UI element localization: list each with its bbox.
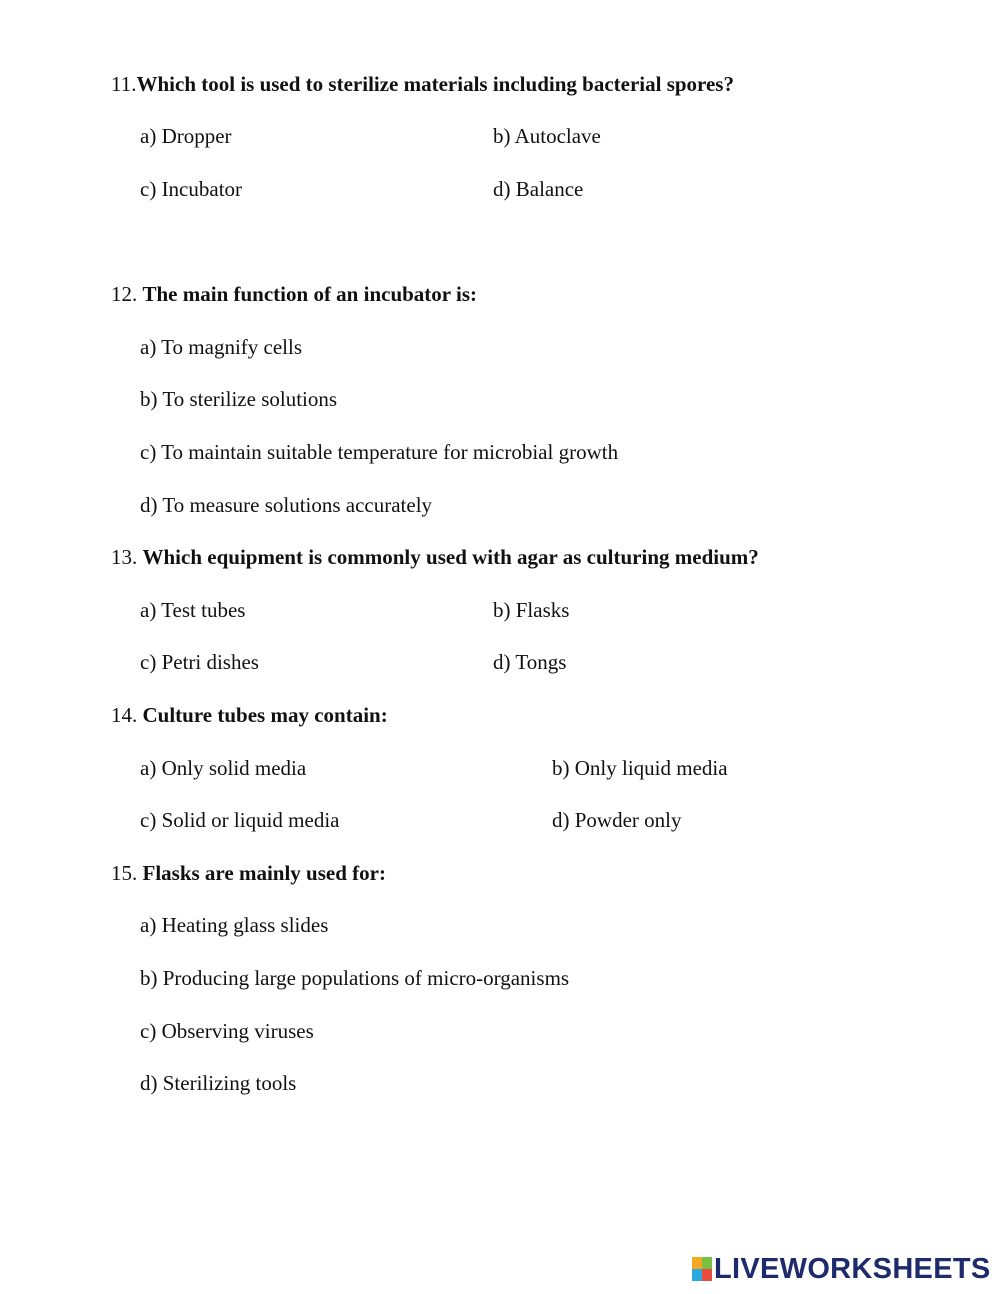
option-12d[interactable]: d) To measure solutions accurately: [140, 493, 433, 517]
logo-mark-square: [702, 1257, 712, 1269]
option-12a[interactable]: a) To magnify cells: [140, 335, 303, 359]
question-number: 11.: [111, 72, 137, 96]
question-text: Which tool is used to sterilize materials including bacterial spores?: [136, 72, 734, 96]
question-text: Culture tubes may contain:: [142, 703, 388, 727]
option-15d[interactable]: d) Sterilizing tools: [140, 1071, 297, 1095]
question-14-heading: [111, 702, 388, 728]
question-text: The main function of an incubator is:: [142, 282, 477, 306]
question-15-heading: [111, 860, 386, 886]
option-11a[interactable]: a) Dropper: [140, 124, 232, 148]
option-14d[interactable]: d) Powder only: [552, 808, 682, 832]
liveworksheets-logo: [692, 1254, 991, 1284]
question-number: 15.: [111, 861, 138, 885]
option-12b[interactable]: b) To sterilize solutions: [140, 387, 338, 411]
logo-mark-square: [692, 1257, 702, 1269]
option-11d[interactable]: d) Balance: [493, 177, 584, 201]
option-12c[interactable]: c) To maintain suitable temperature for microbial growth: [140, 440, 619, 464]
option-13d[interactable]: d) Tongs: [493, 650, 567, 674]
logo-mark-square: [692, 1269, 702, 1281]
question-number: 14.: [111, 703, 138, 727]
option-13b[interactable]: b) Flasks: [493, 598, 570, 622]
option-14c[interactable]: c) Solid or liquid media: [140, 808, 340, 832]
option-14b[interactable]: b) Only liquid media: [552, 756, 728, 780]
question-11-heading: [111, 71, 734, 97]
option-15c[interactable]: c) Observing viruses: [140, 1019, 314, 1043]
question-text: Flasks are mainly used for:: [142, 861, 386, 885]
question-text: Which equipment is commonly used with agar as culturing medium?: [142, 545, 759, 569]
option-11c[interactable]: c) Incubator: [140, 177, 243, 201]
option-15b[interactable]: b) Producing large populations of micro-organisms: [140, 966, 570, 990]
logo-mark-square: [702, 1269, 712, 1281]
question-number: 12.: [111, 282, 138, 306]
question-number: 13.: [111, 545, 138, 569]
option-14a[interactable]: a) Only solid media: [140, 756, 307, 780]
option-15a[interactable]: a) Heating glass slides: [140, 913, 329, 937]
option-11b[interactable]: b) Autoclave: [493, 124, 601, 148]
question-13-heading: [111, 544, 759, 570]
logo-mark-icon: [692, 1257, 712, 1281]
option-13c[interactable]: c) Petri dishes: [140, 650, 259, 674]
question-12-heading: [111, 281, 477, 307]
logo-text: LIVEWORKSHEETS: [714, 1252, 991, 1285]
option-13a[interactable]: a) Test tubes: [140, 598, 246, 622]
